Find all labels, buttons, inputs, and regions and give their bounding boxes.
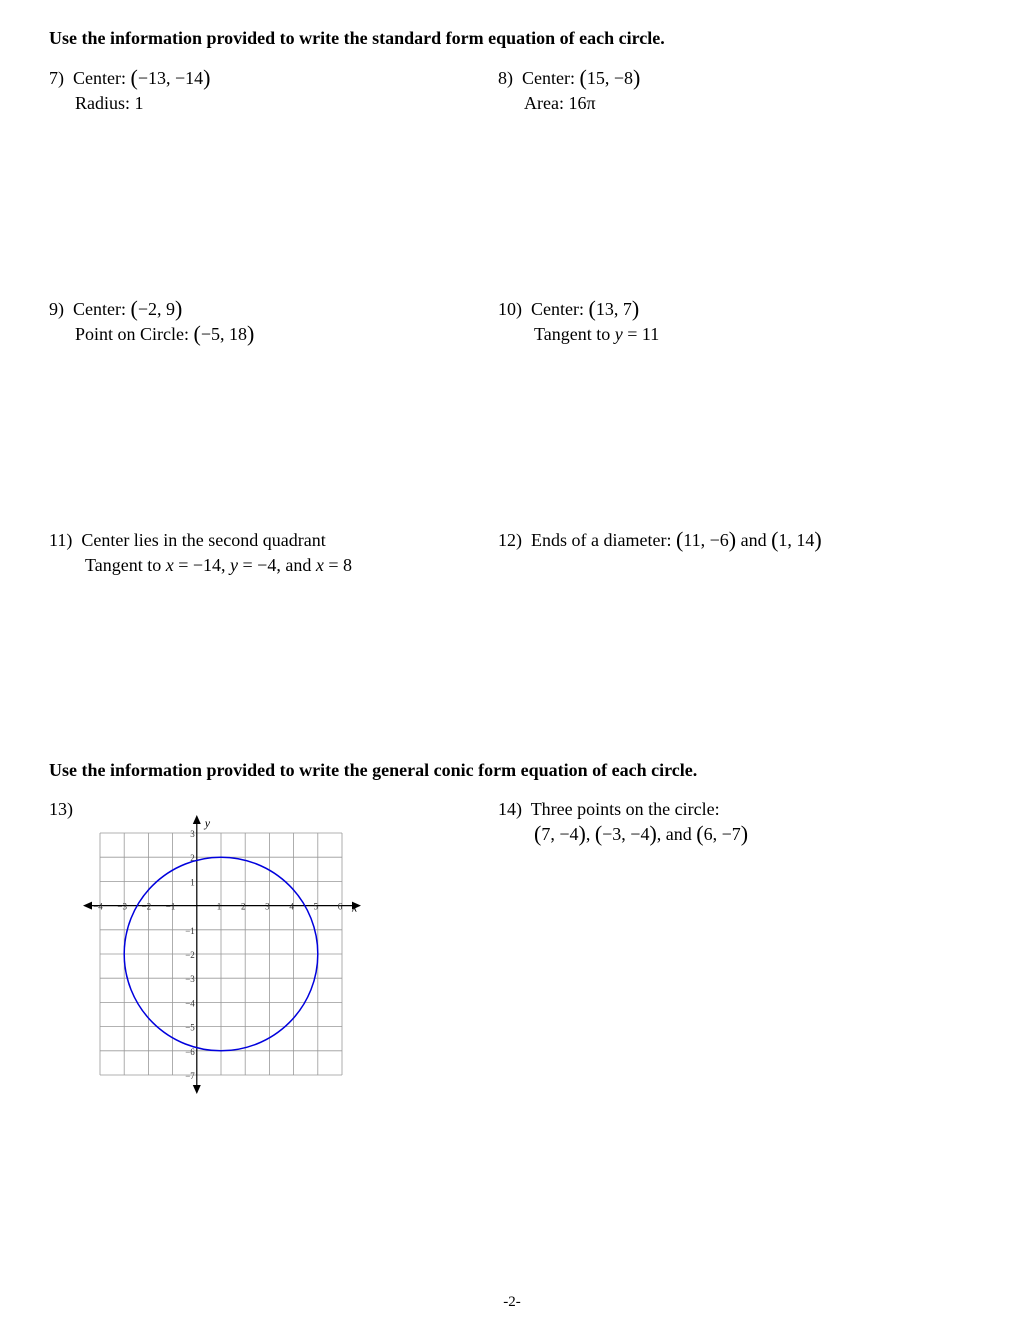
problem-8-center: 15, −8 — [586, 68, 633, 88]
y-tick-label: −7 — [185, 1071, 195, 1081]
problem-12-number: 12) — [498, 530, 522, 550]
problem-9-point-label: Point on Circle: — [75, 324, 189, 344]
y-tick-label: −3 — [185, 974, 195, 985]
problem-9 — [49, 296, 255, 346]
x-tick-label: 4 — [289, 901, 294, 912]
problem-12-line-1: 12) Ends of a diameter: (11, −6) and (1, 14) — [498, 527, 822, 552]
problem-10-tangent-value: = 11 — [622, 324, 660, 344]
problem-10-tangent-var: y — [614, 324, 623, 344]
problem-7-line-2 — [75, 93, 210, 114]
problem-11-number: 11) — [49, 530, 73, 550]
problem-11-eq-3: = 8 — [323, 555, 352, 575]
x-tick-label: 6 — [337, 901, 343, 912]
problem-8-area-label: Area: — [524, 93, 564, 113]
problem-10 — [498, 296, 660, 345]
problem-14-line-1 — [498, 799, 748, 820]
problem-12-and: and — [740, 530, 767, 550]
problem-14-label: Three points on the circle: — [530, 799, 720, 819]
x-tick-label: 5 — [313, 901, 319, 912]
problem-13-number: 13) — [49, 799, 73, 819]
problem-8-number: 8) — [498, 68, 513, 88]
graph-tick-labels — [93, 829, 343, 1081]
y-axis-arrow-down — [193, 1085, 201, 1094]
x-tick-label: −2 — [141, 901, 152, 912]
problem-12-point-1: 11, −6 — [683, 530, 729, 550]
problem-9-number: 9) — [49, 299, 64, 319]
problem-7-radius: 1 — [134, 93, 144, 113]
y-tick-label: 3 — [190, 829, 195, 839]
problem-7-number: 7) — [49, 68, 64, 88]
problem-10-tangent-label: Tangent to — [534, 324, 611, 344]
problem-9-center: −2, 9 — [137, 299, 175, 319]
x-tick-label: 2 — [240, 901, 246, 912]
problem-8-line-2 — [524, 93, 640, 114]
y-tick-label: −2 — [185, 950, 195, 960]
y-tick-label: −6 — [185, 1046, 195, 1057]
problem-9-line-1: 9) Center: (−2, 9) — [49, 296, 183, 321]
page-number: -2- — [503, 1294, 521, 1310]
problem-7-radius-label: Radius: — [75, 93, 131, 113]
y-tick-label: −4 — [185, 998, 195, 1009]
problem-9-line-2: Point on Circle: (−5, 18) — [75, 321, 255, 346]
problem-10-line-1: 10) Center: (13, 7) — [498, 296, 640, 321]
section-1-instructions: Use the information provided to write the standard form equation of each circle. — [49, 28, 665, 48]
problem-12 — [498, 527, 822, 552]
problem-8-area: 16π — [568, 93, 596, 113]
problem-11-eq-1: = −14, — [173, 555, 226, 575]
problem-8-line-1: 8) Center: (15, −8) — [498, 65, 641, 90]
problem-14-number: 14) — [498, 799, 522, 819]
problem-14-line-2: (7, −4), (−3, −4), and (6, −7) — [534, 821, 749, 846]
section-2-instructions: Use the information provided to write the general conic form equation of each circle. — [49, 760, 698, 780]
problem-11-line-1 — [49, 530, 352, 551]
y-axis-arrow-up — [193, 815, 201, 824]
problem-14-point-1: 7, −4 — [541, 824, 579, 844]
problem-9-center-label: Center: — [73, 299, 126, 319]
y-tick-label: −5 — [185, 1022, 195, 1033]
problem-11-text: Center lies in the second quadrant — [81, 530, 326, 550]
problem-8 — [498, 65, 641, 114]
problem-14-and: and — [665, 824, 692, 844]
problem-11-var-x2: x — [315, 555, 324, 575]
x-tick-label: 1 — [216, 901, 222, 912]
problem-10-number: 10) — [498, 299, 522, 319]
problem-14 — [498, 799, 748, 845]
problem-10-center-label: Center: — [531, 299, 584, 319]
problem-14-point-2: −3, −4 — [602, 824, 650, 844]
problem-7-center-label: Center: — [73, 68, 126, 88]
y-tick-label: 1 — [190, 877, 195, 888]
problem-9-point: −5, 18 — [200, 324, 247, 344]
x-tick-label: −4 — [93, 901, 103, 912]
x-tick-label: 3 — [265, 901, 270, 912]
problem-13-graph — [80, 815, 370, 1100]
problem-11 — [49, 530, 352, 576]
problem-7-line-1: 7) Center: (−13, −14) — [49, 65, 211, 90]
y-tick-label: 2 — [190, 853, 195, 864]
x-tick-label: −1 — [165, 901, 176, 912]
problem-11-line-2 — [85, 555, 352, 576]
y-axis-label: y — [204, 816, 211, 830]
x-tick-label: −3 — [117, 901, 127, 912]
problem-11-tangent-label: Tangent to — [85, 555, 162, 575]
problem-10-line-2 — [534, 324, 659, 345]
problem-7 — [49, 65, 211, 114]
problem-7-center: −13, −14 — [137, 68, 204, 88]
problem-8-center-label: Center: — [522, 68, 575, 88]
problem-10-center: 13, 7 — [595, 299, 632, 319]
problem-11-var-y: y — [230, 555, 239, 575]
problem-14-point-3: 6, −7 — [703, 824, 741, 844]
x-axis-arrow-left — [83, 902, 92, 910]
problem-12-label: Ends of a diameter: — [531, 530, 672, 550]
y-tick-label: −1 — [185, 925, 195, 936]
problem-12-point-2: 1, 14 — [778, 530, 815, 550]
problem-11-eq-2: = −4, and — [238, 555, 312, 575]
problem-11-var-x1: x — [165, 555, 174, 575]
x-axis-label: x — [352, 900, 358, 915]
graph-grid — [100, 833, 342, 1075]
